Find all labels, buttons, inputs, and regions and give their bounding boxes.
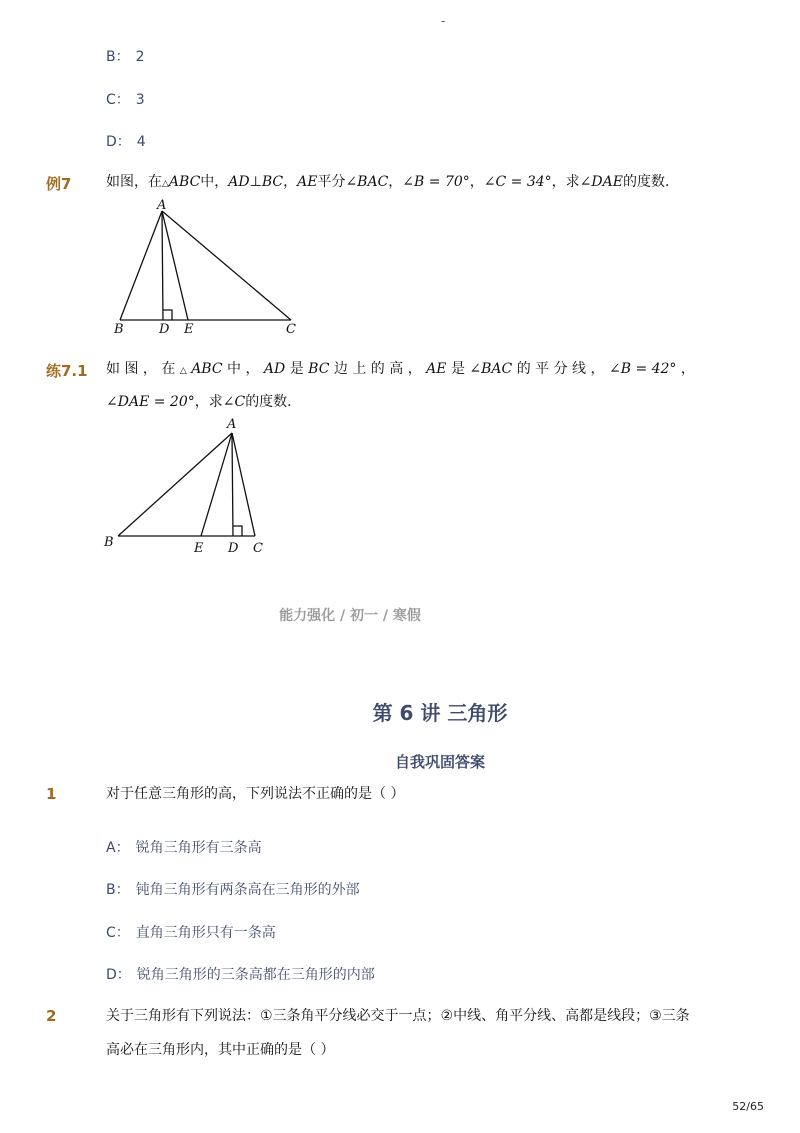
question-2-line-1: 关于三角形有下列说法：①三条角平分线必交于一点；②中线、角平分线、高都是线段；③三条: [106, 1008, 690, 1024]
math: BC: [308, 361, 330, 377]
triangle-symbol: △: [179, 366, 187, 376]
perp-symbol: ⊥: [249, 174, 262, 190]
option-letter: D：: [106, 134, 131, 150]
right-angle-mark: [163, 310, 172, 320]
example-7-text: [106, 172, 679, 194]
math: ∠BAC: [345, 174, 389, 190]
question-2-line-2: 高必在三角形内，其中正确的是（ ）: [106, 1042, 335, 1058]
right-angle-mark: [233, 526, 242, 536]
option-letter: C：: [106, 92, 130, 108]
math: ∠BAC: [469, 361, 513, 377]
text: 如 图 ， 在: [106, 361, 176, 377]
example-7-label: 例7: [46, 175, 72, 193]
text: 的 平 分 线 ，: [516, 361, 605, 377]
text: 的度数．: [245, 394, 302, 410]
option-b[interactable]: [106, 46, 145, 66]
lecture-title: 第 6 讲 三角形: [372, 701, 508, 725]
text: ，: [469, 174, 484, 190]
vertex-c-label: C: [286, 322, 296, 337]
vertex-b-label: B: [114, 322, 124, 337]
text: ，: [388, 174, 403, 190]
option-text: 锐角三角形的三条高都在三角形的内部: [136, 967, 375, 983]
math: ∠C = 34°: [483, 174, 552, 190]
side-ab: [120, 211, 162, 320]
vertex-a-label: A: [157, 198, 167, 213]
option-text: 4: [136, 134, 146, 150]
text: 是: [450, 361, 465, 377]
math: ABC: [168, 174, 201, 190]
q1-option-b[interactable]: [106, 879, 360, 899]
math: ∠B = 70°: [402, 174, 470, 190]
text: ，: [283, 174, 298, 190]
option-c[interactable]: [106, 89, 145, 109]
option-text: 锐角三角形有三条高: [135, 840, 262, 856]
header-mark: -: [441, 14, 446, 28]
text: ，求: [194, 394, 223, 410]
example-7-figure: [100, 195, 310, 340]
math: ∠DAE: [579, 174, 623, 190]
text: ，: [680, 361, 695, 377]
math: ABC: [191, 361, 223, 377]
point-d-label: D: [159, 322, 170, 337]
triangle-symbol: △: [162, 179, 169, 189]
text: 的度数．: [622, 174, 679, 190]
question-1-number: 1: [46, 785, 57, 803]
exercise-7-1-label: 练7.1: [46, 362, 88, 380]
option-letter: A：: [106, 840, 130, 856]
option-text: 3: [135, 92, 145, 108]
altitude-ad: [232, 433, 233, 536]
text: 边 上 的 高 ，: [333, 361, 422, 377]
q1-option-c[interactable]: [106, 922, 276, 942]
math: AE: [297, 174, 318, 190]
math: AD: [228, 174, 250, 190]
option-letter: D：: [106, 967, 131, 983]
math: AE: [426, 361, 447, 377]
question-1-text: 对于任意三角形的高，下列说法不正确的是（ ）: [106, 786, 405, 802]
text: 中 ，: [227, 361, 260, 377]
bisector-ae: [162, 211, 188, 320]
altitude-ad: [162, 211, 163, 320]
exercise-7-1-line-1: [106, 359, 706, 381]
text: ，求: [551, 174, 580, 190]
option-text: 直角三角形只有一条高: [135, 925, 276, 941]
point-e-label: E: [194, 541, 204, 556]
option-letter: B：: [106, 49, 130, 65]
math: ∠C: [222, 394, 246, 410]
side-ab: [118, 433, 232, 536]
math: BC: [261, 174, 284, 190]
exercise-7-1-figure: [100, 415, 280, 560]
vertex-c-label: C: [253, 541, 263, 556]
q1-option-a[interactable]: [106, 837, 262, 857]
text: 平分: [317, 174, 346, 190]
exercise-7-1-line-2: [106, 392, 301, 412]
section-footer: 能力强化 / 初一 / 寒假: [279, 608, 421, 624]
math: ∠B = 42°: [608, 361, 677, 377]
math: AD: [263, 361, 286, 377]
side-ac: [162, 211, 291, 320]
vertex-a-label: A: [227, 417, 237, 432]
option-letter: B：: [106, 882, 130, 898]
bisector-ae: [201, 433, 232, 536]
answer-section-title: 自我巩固答案: [394, 753, 485, 771]
side-ac: [232, 433, 255, 536]
option-text: 2: [135, 49, 145, 65]
text: 如图，在: [106, 174, 162, 190]
question-2-number: 2: [46, 1007, 57, 1025]
page-number: 52/65: [732, 1100, 764, 1113]
q1-option-d[interactable]: [106, 964, 375, 984]
text: 是: [289, 361, 304, 377]
math: ∠DAE = 20°: [106, 394, 195, 410]
point-e-label: E: [184, 322, 194, 337]
vertex-b-label: B: [104, 535, 114, 550]
option-letter: C：: [106, 925, 130, 941]
text: 中，: [200, 174, 229, 190]
option-d[interactable]: [106, 131, 146, 151]
option-text: 钝角三角形有两条高在三角形的外部: [135, 882, 360, 898]
point-d-label: D: [228, 541, 239, 556]
